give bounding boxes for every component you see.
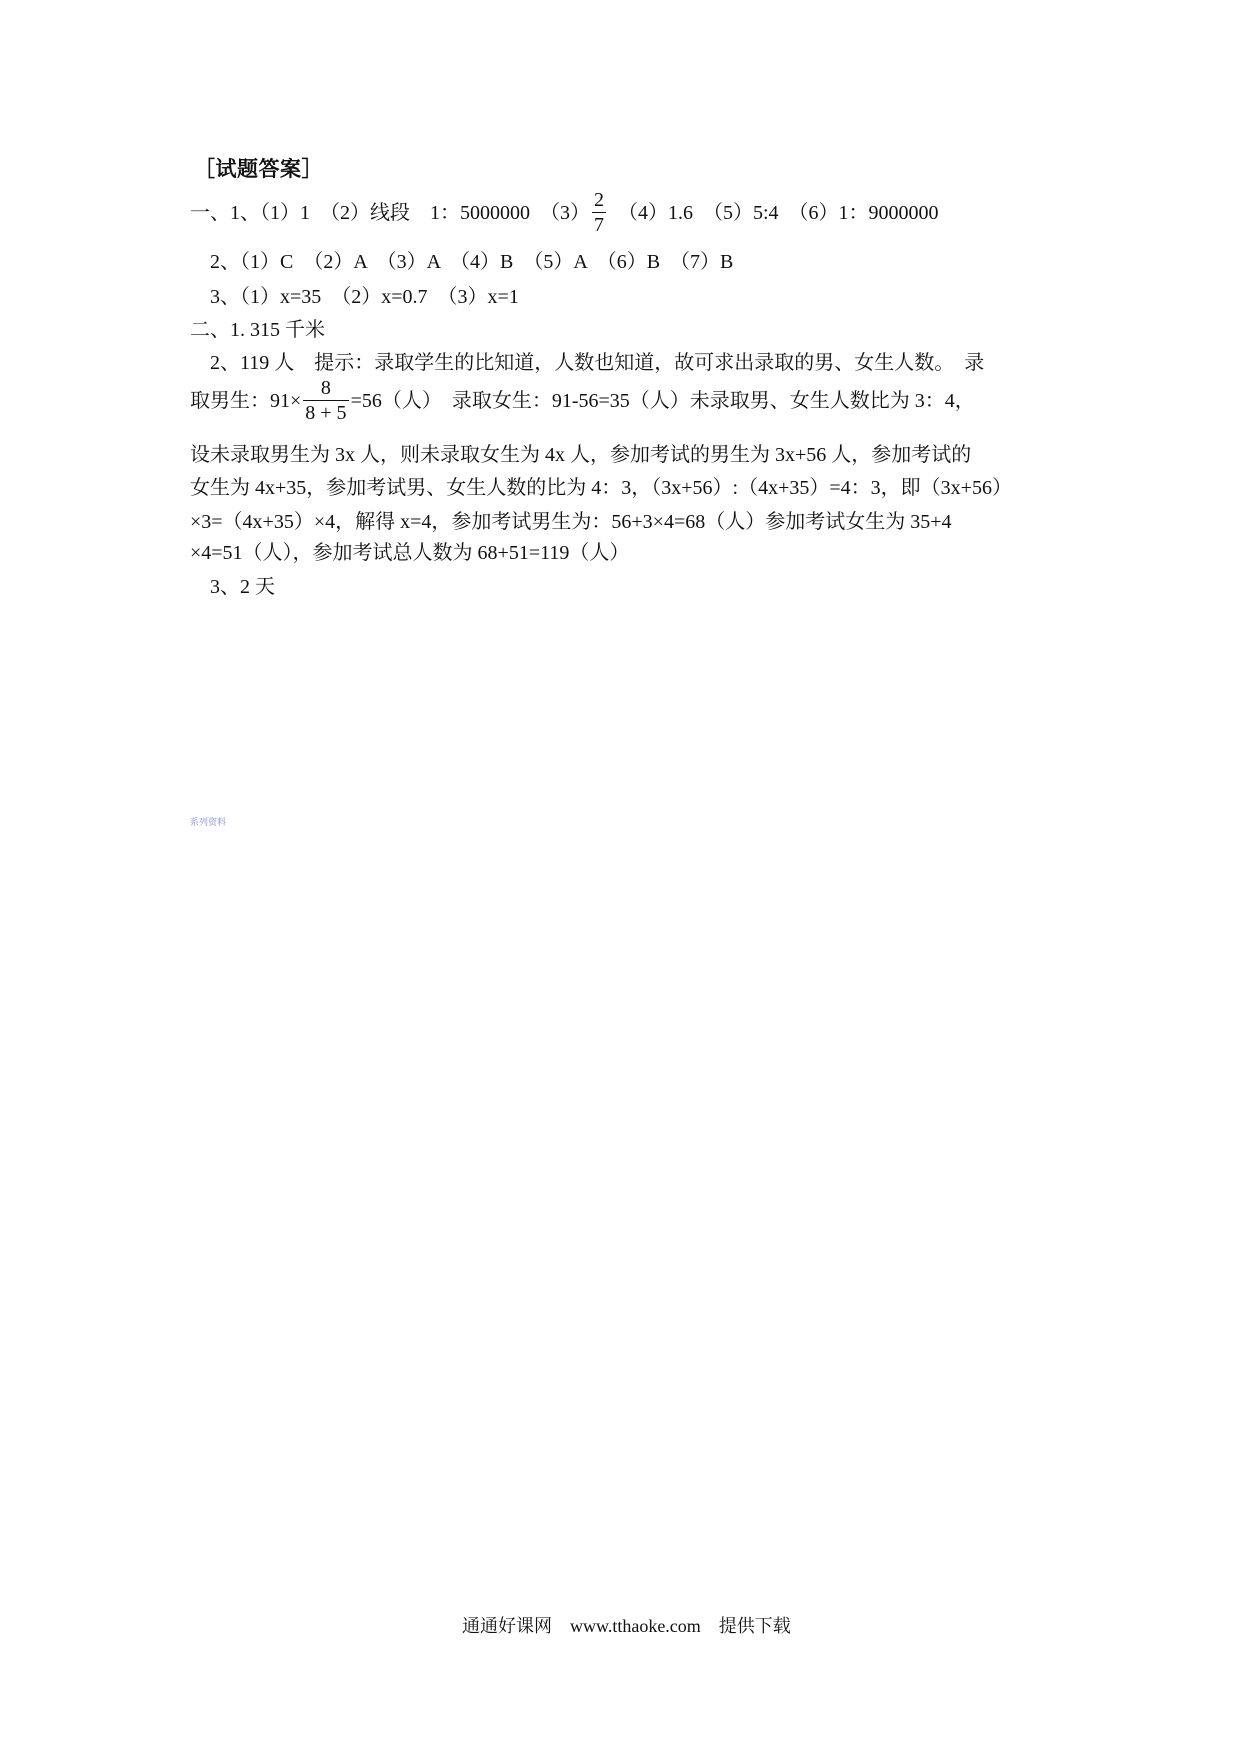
section1-q2: 2、（1）C （2）A （3）A （4）B （5）A （6）B （7）B (210, 251, 734, 273)
section2-q2-line1: 2、119 人 提示：录取学生的比知道，人数也知道，故可求出录取的男、女生人数。 录 (210, 352, 985, 374)
page-footer: 通通好课网 www.tthaoke.com 提供下载 (462, 1616, 791, 1636)
section2-q1: 二、1. 315 千米 (190, 319, 325, 341)
section2-q2-line2 (190, 376, 975, 425)
section2-q2-line2-suffix: =56（人） 录取女生：91-56=35（人）未录取男、女生人数比为 3：4， (350, 389, 975, 412)
section1-q1-prefix: 一、1、（1）1 （2）线段 1：5000000 （3） (190, 201, 590, 224)
watermark-text: 系列资料 (190, 818, 227, 828)
section1-q3: 3、（1）x=35 （2）x=0.7 （3）x=1 (210, 286, 519, 308)
section2-q2-line4: 女生为 4x+35，参加考试男、女生人数的比为 4：3，（3x+56）:（4x+35）=4：3，即（3x+56） (190, 477, 1012, 499)
section1-q1 (190, 188, 939, 237)
fraction-numerator: 8 (303, 376, 348, 401)
section1-q1-suffix: （4）1.6 （5）5:4 （6）1：9000000 (608, 201, 939, 224)
fraction-eight-over-thirteen (303, 376, 348, 425)
fraction-numerator: 2 (594, 189, 604, 211)
fraction-two-sevenths (592, 188, 606, 237)
section2-q2-line3: 设未录取男生为 3x 人，则未录取女生为 4x 人，参加考试的男生为 3x+56 人，参加考试的 (190, 444, 972, 466)
section2-q3: 3、2 天 (210, 576, 275, 598)
section2-q2-line5: ×3=（4x+35）×4，解得 x=4，参加考试男生为：56+3×4=68（人）参加考试女生为 35+4 (190, 511, 952, 533)
section2-q2-line6: ×4=51（人），参加考试总人数为 68+51=119（人） (190, 542, 630, 564)
answer-key-heading: ［试题答案］ (194, 157, 323, 181)
fraction-denominator: 8 + 5 (305, 402, 347, 424)
section2-q2-line2-prefix: 取男生：91× (190, 389, 302, 412)
fraction-denominator: 7 (594, 214, 604, 236)
